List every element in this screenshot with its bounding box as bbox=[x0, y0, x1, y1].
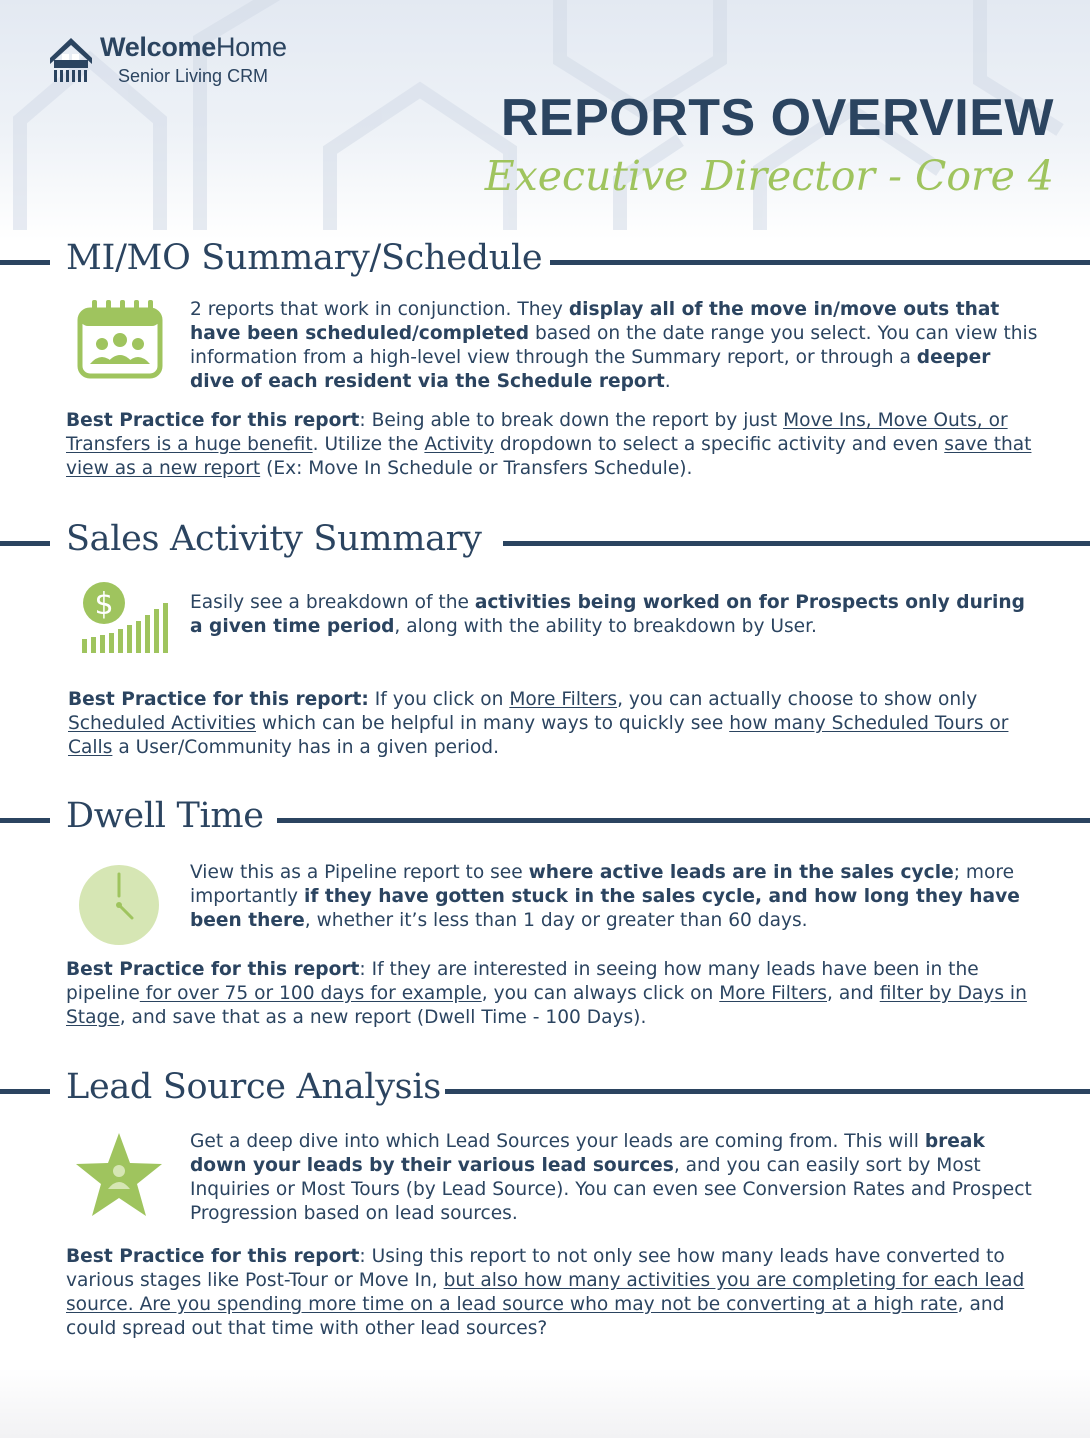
bold-text: Best Practice for this report bbox=[66, 1246, 360, 1267]
text-run: based on the date range you select. You can view this information from a high-level view through the Summary report, or through a bbox=[190, 323, 1038, 368]
section-rule-right bbox=[445, 1089, 1090, 1094]
svg-text:$: $ bbox=[94, 587, 114, 622]
section-header bbox=[0, 796, 1090, 842]
underlined-text: Activity bbox=[424, 434, 494, 455]
underlined-text: Scheduled Activities bbox=[68, 713, 256, 734]
section-header bbox=[0, 1067, 1090, 1113]
text-run: dropdown to select a specific activity and even bbox=[493, 434, 945, 455]
brand-name-bold: Welcome bbox=[100, 32, 216, 62]
text-run: : If they are interested in seeing how many leads have been in the pipeline bbox=[66, 959, 979, 1004]
text-run: : Being able to break down the report by just bbox=[359, 410, 784, 431]
text-run: , you can always click on bbox=[481, 983, 720, 1004]
underlined-text: More Filters bbox=[509, 689, 618, 710]
bold-text: Best Practice for this report: bbox=[68, 689, 369, 710]
underlined-text: Move Ins, Move Outs, or Transfers is a huge benefit bbox=[66, 410, 1008, 455]
section-rule-right bbox=[550, 260, 1090, 265]
text-run: which can be helpful in many ways to quickly see bbox=[255, 713, 730, 734]
section-description bbox=[190, 861, 1040, 933]
star-person-icon bbox=[74, 1131, 164, 1219]
text-run: Easily see a breakdown of the bbox=[190, 592, 475, 613]
page-title: REPORTS OVERVIEW bbox=[500, 89, 1054, 147]
section-rule-left bbox=[0, 818, 50, 823]
section-title: Dwell Time bbox=[66, 796, 264, 836]
text-run: . Utilize the bbox=[312, 434, 425, 455]
best-practice-text bbox=[66, 958, 1040, 1030]
text-run: , you can actually choose to show only bbox=[617, 689, 978, 710]
section-description bbox=[190, 591, 1040, 639]
section-rule-left bbox=[0, 541, 50, 546]
underlined-text: More Filters bbox=[719, 983, 827, 1004]
section-rule-left bbox=[0, 1089, 50, 1094]
text-run: 2 reports that work in conjunction. They bbox=[190, 299, 569, 320]
best-practice-text bbox=[66, 1245, 1040, 1341]
text-run: a User/Community has in a given period. bbox=[112, 737, 499, 758]
bold-text: if they have gotten stuck in the sales cycle, and how long they have been there bbox=[190, 886, 1020, 931]
brand-tagline: Senior Living CRM bbox=[118, 66, 269, 86]
bold-text: Best Practice for this report bbox=[66, 959, 360, 980]
brand-name bbox=[100, 32, 287, 63]
bold-text: activities being worked on for Prospects only during a given time period bbox=[190, 592, 1025, 637]
underlined-text: filter by Days in Stage bbox=[66, 983, 1027, 1028]
dollar-growth-icon bbox=[80, 581, 168, 655]
text-run: , along with the ability to breakdown by User. bbox=[394, 616, 817, 637]
calendar-people-icon bbox=[76, 298, 164, 380]
text-run: : Using this report to not only see how many leads have converted to various stages like Post-Tour or Move In, bbox=[66, 1246, 1005, 1291]
best-practice-text bbox=[66, 409, 1040, 481]
section-header bbox=[0, 519, 1090, 565]
text-run: ; more importantly bbox=[190, 862, 1015, 907]
underlined-text: for over 75 or 100 days for example bbox=[139, 983, 482, 1004]
section-title: Sales Activity Summary bbox=[66, 519, 482, 559]
footer-background bbox=[0, 1368, 1090, 1438]
section-rule-left bbox=[0, 260, 50, 265]
page-subtitle: Executive Director - Core 4 bbox=[484, 152, 1054, 200]
text-run: . bbox=[664, 371, 671, 392]
section-sales-activity bbox=[0, 519, 1090, 769]
text-run: View this as a Pipeline report to see bbox=[190, 862, 529, 883]
section-description bbox=[190, 298, 1040, 394]
brand-name-light: Home bbox=[215, 32, 287, 62]
bold-text: break down your leads by their various lead sources bbox=[190, 1131, 985, 1176]
section-mimo bbox=[0, 238, 1090, 488]
underlined-text: save that view as a new report bbox=[66, 434, 1032, 479]
section-dwell-time bbox=[0, 796, 1090, 1046]
section-rule-right bbox=[277, 818, 1090, 823]
section-description bbox=[190, 1130, 1040, 1226]
brand-logo bbox=[48, 32, 328, 92]
text-run: , and could spread out that time with other lead sources? bbox=[66, 1294, 1005, 1339]
bold-text: deeper dive of each resident via the Schedule report bbox=[190, 347, 991, 392]
section-header bbox=[0, 238, 1090, 284]
text-run: , whether it’s less than 1 day or greater than 60 days. bbox=[304, 910, 808, 931]
text-run: (Ex: Move In Schedule or Transfers Schedule). bbox=[260, 458, 693, 479]
text-run: Get a deep dive into which Lead Sources your leads are coming from. This will bbox=[190, 1131, 925, 1152]
section-rule-right bbox=[503, 541, 1090, 546]
best-practice-text bbox=[68, 688, 1042, 760]
underlined-text: how many Scheduled Tours or Calls bbox=[68, 713, 1009, 758]
section-title: Lead Source Analysis bbox=[66, 1067, 441, 1107]
bold-text: Best Practice for this report bbox=[66, 410, 360, 431]
underlined-text: but also how many activities you are completing for each lead source. Are you spending more time on a lead source who may not be converting at a high rate bbox=[66, 1270, 1025, 1315]
text-run: , and you can easily sort by Most Inquiries or Most Tours (by Lead Source). You can even see Conversion Rates and Prospect Progression based on lead sources. bbox=[190, 1155, 1032, 1224]
text-run: , and save that as a new report (Dwell Time - 100 Days). bbox=[119, 1007, 647, 1028]
house-icon bbox=[48, 34, 94, 84]
text-run: , and bbox=[827, 983, 880, 1004]
section-lead-source bbox=[0, 1067, 1090, 1357]
bold-text: display all of the move in/move outs that have been scheduled/completed bbox=[190, 299, 1000, 344]
clock-icon bbox=[78, 864, 160, 946]
bold-text: where active leads are in the sales cycle bbox=[528, 862, 954, 883]
text-run: If you click on bbox=[368, 689, 510, 710]
section-title: MI/MO Summary/Schedule bbox=[66, 238, 543, 278]
